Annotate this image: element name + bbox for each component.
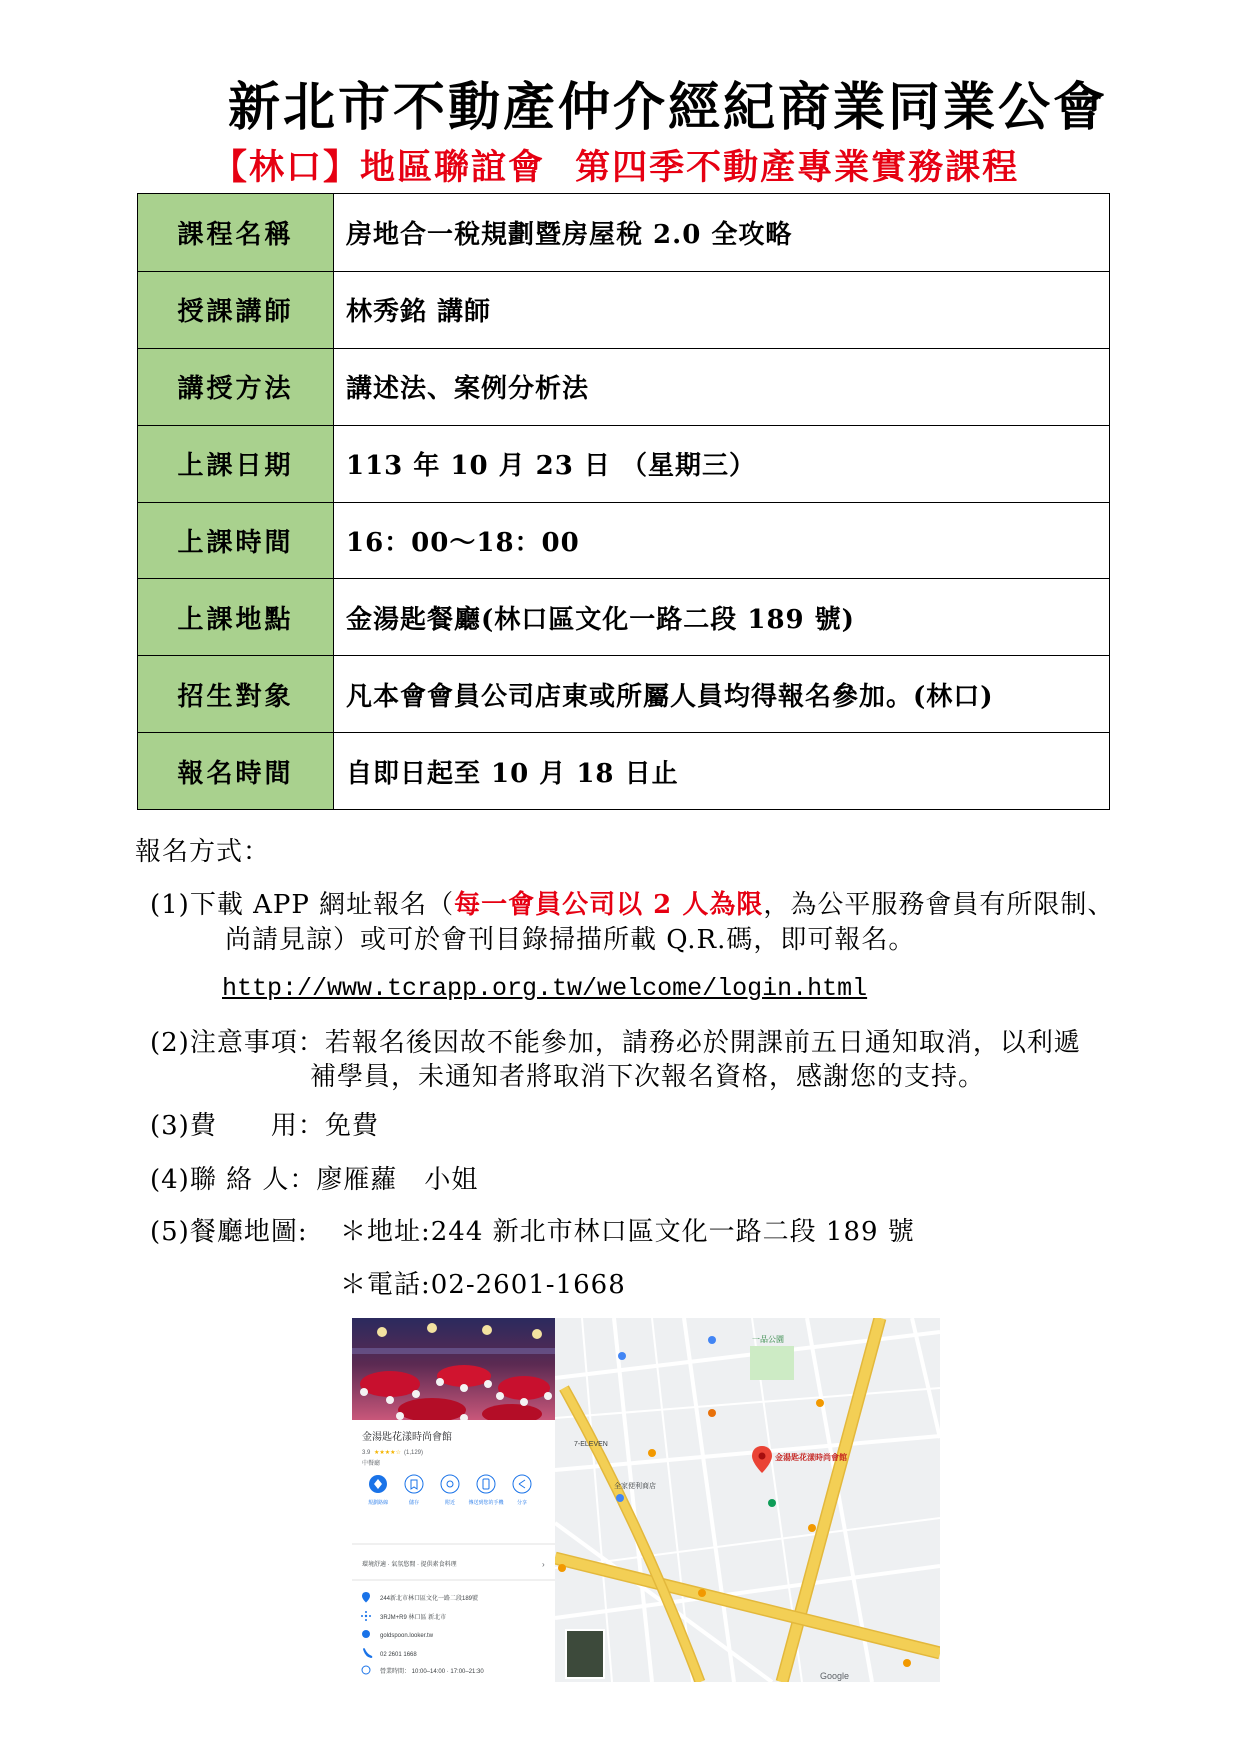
place-highlights: 環境舒適 · 氣氛悠閒 · 提供素食料理 [362,1562,457,1568]
row-label: 課程名稱 [138,194,334,271]
row-value: 凡本會會員公司店東或所屬人員均得報名參加。(林口) [346,681,994,712]
satellite-thumbnail [566,1630,604,1678]
table-row [138,732,1109,809]
row-value: 講述法、案例分析法 [346,374,590,405]
action-label: 規劃路線 [367,1500,389,1506]
place-phone: 02 2601 1668 [380,1652,417,1658]
row-value: 自即日起至 10 月 18 日止 [346,758,679,789]
registration-item-1 [150,888,1114,922]
map-label-park: 一品公園 [752,1335,784,1344]
contact-line: (4)聯 絡 人：廖雁蘿 小姐 [150,1165,479,1195]
map-attribution: Google [820,1671,850,1681]
item1-prefix: (1)下載 APP 網址報名（ [150,890,455,920]
row-value: 房地合一稅規劃暨房屋稅 2.0 全攻略 [346,219,793,250]
item1-suffix: ，為公平服務會員有所限制、 [763,890,1115,920]
restaurant-photo [352,1318,555,1424]
table-row [138,348,1109,425]
row-label: 招生對象 [138,656,334,732]
action-label: 附近 [444,1500,456,1506]
row-value: 林秀銘 講師 [346,297,492,328]
table-row [138,194,1109,271]
map-label-store: 7-ELEVEN [574,1441,608,1448]
table-row [138,655,1109,732]
row-label: 上課日期 [138,426,334,502]
row-value: 113 年 10 月 23 日 （星期三） [346,451,756,482]
action-label: 儲存 [408,1500,420,1506]
course-info-table [137,193,1110,810]
action-label: 傳送到您的手機 [468,1500,504,1506]
action-label: 分享 [516,1500,528,1506]
rating-stars-icon: ★★★★☆ [374,1450,401,1456]
restaurant-phone: ＊電話:02-2601-1668 [340,1270,626,1300]
restaurant-map-image [352,1318,940,1682]
table-row [138,271,1109,348]
place-name: 金湯匙花漾時尚會館 [362,1432,452,1443]
place-rating: 3.9 [362,1450,371,1456]
row-label: 授課講師 [138,272,334,348]
row-label: 報名時間 [138,733,334,809]
map-label: (5)餐廳地圖: [150,1217,308,1247]
registration-link[interactable]: http://www.tcrapp.org.tw/welcome/login.html [222,974,868,1003]
chevron-right-icon: › [542,1560,545,1569]
row-label: 上課時間 [138,503,334,579]
table-row [138,425,1109,502]
place-category: 中餐廳 [362,1461,381,1467]
page-title: 新北市不動產仲介經紀商業同業公會 [228,77,1109,138]
row-label: 上課地點 [138,579,334,655]
map-svg [352,1318,940,1682]
row-value: 金湯匙餐廳(林口區文化一路二段 189 號) [346,604,855,635]
table-row [138,502,1109,579]
registration-heading: 報名方式： [135,837,271,867]
row-value: 16：00～18：00 [346,527,580,558]
fee-line: (3)費 用：免費 [150,1111,379,1141]
restaurant-address: ＊地址:244 新北市林口區文化一路二段 189 號 [340,1217,915,1247]
place-address: 244新北市林口區文化一路二段189號 [380,1596,479,1602]
item2-line2: 補學員，未通知者將取消下次報名資格，感謝您的支持。 [310,1062,986,1092]
place-plus-code: 3RJM+R9 林口區 新北市 [380,1615,447,1621]
globe-icon [362,1630,370,1638]
place-hours: 營業時間： 10:00–14:00 · 17:00–21:30 [380,1669,484,1675]
item2-line1: (2)注意事項：若報名後因故不能參加，請務必於開課前五日通知取消，以利遞 [150,1028,1081,1058]
item1-limit-highlight: 每一會員公司以 2 人為限 [454,890,764,920]
page-subtitle: 【林口】地區聯誼會 第四季不動產專業實務課程 [212,147,1020,188]
row-label: 講授方法 [138,349,334,425]
item1-line2: 尚請見諒）或可於會刊目錄掃描所載 Q.R.碼，即可報名。 [225,925,916,955]
table-row [138,578,1109,655]
map-label-store-2: 全家便利商店 [614,1483,656,1490]
place-website: goldspoon.looker.tw [380,1633,434,1639]
map-marker-label: 金湯匙花漾時尚會館 [775,1453,847,1462]
review-count: (1,129) [404,1450,424,1456]
park-area [750,1346,794,1380]
